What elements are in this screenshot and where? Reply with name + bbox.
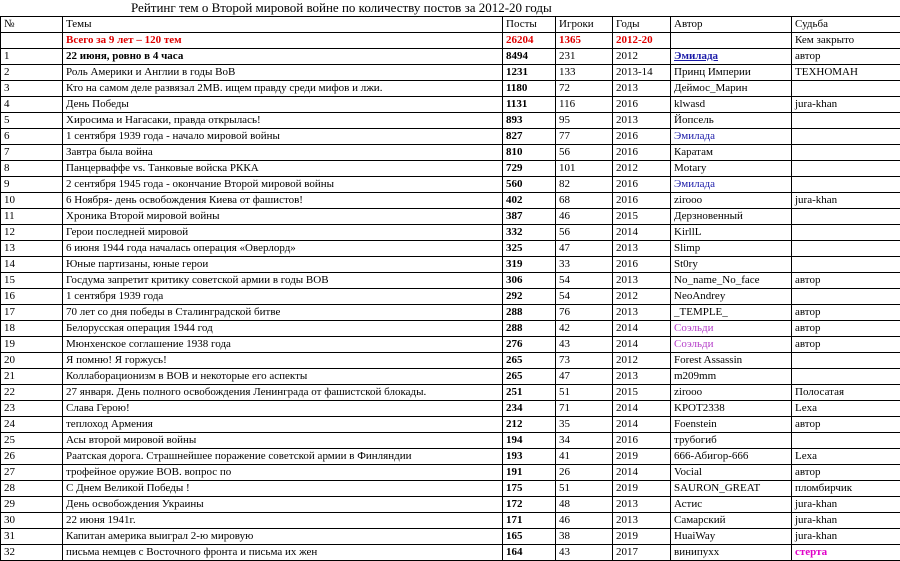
row-year: 2013 xyxy=(613,513,671,529)
row-num: 24 xyxy=(1,417,63,433)
row-fate: jura-khan xyxy=(792,497,900,513)
row-author: zirooo xyxy=(671,385,792,401)
row-players: 51 xyxy=(556,385,613,401)
row-players: 54 xyxy=(556,289,613,305)
row-year: 2015 xyxy=(613,209,671,225)
header-num: № xyxy=(1,17,63,33)
table-row xyxy=(1,433,900,449)
row-year: 2019 xyxy=(613,481,671,497)
row-fate: автор xyxy=(792,273,900,289)
row-posts: 288 xyxy=(503,305,556,321)
row-fate xyxy=(792,241,900,257)
row-fate: TEXHOMAH xyxy=(792,65,900,81)
row-year: 2013 xyxy=(613,369,671,385)
table-row xyxy=(1,81,900,97)
row-year: 2013 xyxy=(613,497,671,513)
header-author: Автор xyxy=(671,17,792,33)
row-posts: 1231 xyxy=(503,65,556,81)
row-posts: 387 xyxy=(503,209,556,225)
row-theme: 1 сентября 1939 года - начало мировой войны xyxy=(63,129,503,145)
row-fate xyxy=(792,209,900,225)
row-theme: Коллаборационизм в ВОВ и некоторые его аспекты xyxy=(63,369,503,385)
table-row xyxy=(1,449,900,465)
row-year: 2016 xyxy=(613,257,671,273)
row-author: Деймос_Марин xyxy=(671,81,792,97)
row-theme: Мюнхенское соглашение 1938 года xyxy=(63,337,503,353)
table-row xyxy=(1,129,900,145)
row-author: Foenstein xyxy=(671,417,792,433)
row-fate: Lexa xyxy=(792,401,900,417)
row-author: Motary xyxy=(671,161,792,177)
row-theme: 70 лет со дня победы в Сталинградской битве xyxy=(63,305,503,321)
row-players: 231 xyxy=(556,49,613,65)
row-year: 2014 xyxy=(613,321,671,337)
row-year: 2015 xyxy=(613,385,671,401)
table-row xyxy=(1,513,900,529)
row-players: 82 xyxy=(556,177,613,193)
row-theme: 1 сентября 1939 года xyxy=(63,289,503,305)
row-players: 46 xyxy=(556,513,613,529)
table-row xyxy=(1,385,900,401)
row-year: 2013 xyxy=(613,113,671,129)
table-row xyxy=(1,257,900,273)
table-row xyxy=(1,305,900,321)
row-players: 68 xyxy=(556,193,613,209)
row-fate: jura-khan xyxy=(792,97,900,113)
row-fate xyxy=(792,257,900,273)
row-theme: 6 июня 1944 года началась операция «Оверлорд» xyxy=(63,241,503,257)
row-author: трубогиб xyxy=(671,433,792,449)
row-theme: письма немцев с Восточного фронта и письма их жен xyxy=(63,545,503,561)
row-players: 42 xyxy=(556,321,613,337)
row-players: 43 xyxy=(556,337,613,353)
row-num: 5 xyxy=(1,113,63,129)
row-fate: стерта xyxy=(792,545,900,561)
row-year: 2019 xyxy=(613,449,671,465)
row-posts: 165 xyxy=(503,529,556,545)
row-fate: jura-khan xyxy=(792,193,900,209)
row-players: 76 xyxy=(556,305,613,321)
row-num: 6 xyxy=(1,129,63,145)
row-fate: автор xyxy=(792,305,900,321)
row-fate: jura-khan xyxy=(792,529,900,545)
row-fate: автор xyxy=(792,321,900,337)
row-players: 51 xyxy=(556,481,613,497)
row-num: 4 xyxy=(1,97,63,113)
row-year: 2012 xyxy=(613,353,671,369)
table-row xyxy=(1,353,900,369)
row-author: винипухх xyxy=(671,545,792,561)
row-fate: автор xyxy=(792,337,900,353)
row-fate xyxy=(792,289,900,305)
row-posts: 265 xyxy=(503,353,556,369)
table-row xyxy=(1,529,900,545)
row-fate: Полосатая xyxy=(792,385,900,401)
row-theme: Слава Герою! xyxy=(63,401,503,417)
row-posts: 194 xyxy=(503,433,556,449)
row-posts: 893 xyxy=(503,113,556,129)
row-players: 47 xyxy=(556,369,613,385)
table-row xyxy=(1,465,900,481)
row-theme: Хиросима и Нагасаки, правда открылась! xyxy=(63,113,503,129)
row-fate: автор xyxy=(792,417,900,433)
table-row xyxy=(1,545,900,561)
row-year: 2016 xyxy=(613,97,671,113)
row-num: 8 xyxy=(1,161,63,177)
row-posts: 191 xyxy=(503,465,556,481)
row-theme: Я помню! Я горжусь! xyxy=(63,353,503,369)
row-theme: 22 июня, ровно в 4 часа xyxy=(63,49,503,65)
row-author: _TEMPLE_ xyxy=(671,305,792,321)
row-theme: Юные партизаны, юные герои xyxy=(63,257,503,273)
row-num: 20 xyxy=(1,353,63,369)
title-text: Рейтинг тем о Второй мировой войне по количеству постов за 2012-20 годы xyxy=(131,0,552,15)
row-posts: 171 xyxy=(503,513,556,529)
row-author: Эмилада xyxy=(671,177,792,193)
row-year: 2012 xyxy=(613,289,671,305)
row-author: Эмилада xyxy=(671,129,792,145)
row-year: 2012 xyxy=(613,49,671,65)
total-author xyxy=(671,33,792,49)
row-num: 32 xyxy=(1,545,63,561)
row-theme: 22 июня 1941г. xyxy=(63,513,503,529)
row-author: klwasd xyxy=(671,97,792,113)
row-players: 133 xyxy=(556,65,613,81)
row-posts: 729 xyxy=(503,161,556,177)
row-posts: 827 xyxy=(503,129,556,145)
row-fate: автор xyxy=(792,49,900,65)
row-num: 1 xyxy=(1,49,63,65)
table-row xyxy=(1,209,900,225)
row-players: 26 xyxy=(556,465,613,481)
table-row xyxy=(1,417,900,433)
row-posts: 164 xyxy=(503,545,556,561)
header-theme: Темы xyxy=(63,17,503,33)
row-year: 2013 xyxy=(613,273,671,289)
row-num: 11 xyxy=(1,209,63,225)
row-players: 47 xyxy=(556,241,613,257)
row-fate xyxy=(792,369,900,385)
table-row xyxy=(1,161,900,177)
row-num: 28 xyxy=(1,481,63,497)
table-row xyxy=(1,321,900,337)
row-players: 56 xyxy=(556,145,613,161)
row-author: Slimp xyxy=(671,241,792,257)
row-theme: 2 сентября 1945 года - окончание Второй мировой войны xyxy=(63,177,503,193)
row-fate xyxy=(792,81,900,97)
row-posts: 332 xyxy=(503,225,556,241)
row-theme: Белорусская операция 1944 год xyxy=(63,321,503,337)
row-num: 23 xyxy=(1,401,63,417)
row-fate xyxy=(792,177,900,193)
row-year: 2014 xyxy=(613,225,671,241)
table-row xyxy=(1,337,900,353)
header-players: Игроки xyxy=(556,17,613,33)
row-theme: трофейное оружие ВОВ. вопрос по xyxy=(63,465,503,481)
row-author: Самарский xyxy=(671,513,792,529)
total-posts: 26204 xyxy=(503,33,556,49)
row-year: 2013 xyxy=(613,81,671,97)
row-num: 7 xyxy=(1,145,63,161)
row-year: 2016 xyxy=(613,433,671,449)
row-author: Принц Империи xyxy=(671,65,792,81)
row-author: Каратам xyxy=(671,145,792,161)
row-fate: Lexa xyxy=(792,449,900,465)
row-author: KirllL xyxy=(671,225,792,241)
row-author: m209mm xyxy=(671,369,792,385)
row-fate: jura-khan xyxy=(792,513,900,529)
row-theme: Раатская дорога. Страшнейшее поражение советской армии в Финляндии xyxy=(63,449,503,465)
row-players: 41 xyxy=(556,449,613,465)
row-theme: Роль Америки и Англии в годы ВоВ xyxy=(63,65,503,81)
row-author: Йопсель xyxy=(671,113,792,129)
row-num: 2 xyxy=(1,65,63,81)
row-posts: 251 xyxy=(503,385,556,401)
row-players: 43 xyxy=(556,545,613,561)
row-posts: 402 xyxy=(503,193,556,209)
row-posts: 172 xyxy=(503,497,556,513)
row-players: 72 xyxy=(556,81,613,97)
row-posts: 292 xyxy=(503,289,556,305)
row-year: 2013 xyxy=(613,305,671,321)
row-year: 2013-14 xyxy=(613,65,671,81)
row-players: 71 xyxy=(556,401,613,417)
table-row xyxy=(1,289,900,305)
total-num xyxy=(1,33,63,49)
row-theme: День Победы xyxy=(63,97,503,113)
row-year: 2014 xyxy=(613,417,671,433)
row-num: 14 xyxy=(1,257,63,273)
row-posts: 193 xyxy=(503,449,556,465)
table-row xyxy=(1,97,900,113)
total-theme: Всего за 9 лет – 120 тем xyxy=(63,33,503,49)
header-years: Годы xyxy=(613,17,671,33)
row-author: No_name_No_face xyxy=(671,273,792,289)
row-theme: Панцерваффе vs. Танковые войска РККА xyxy=(63,161,503,177)
row-author: Forest Assassin xyxy=(671,353,792,369)
row-posts: 265 xyxy=(503,369,556,385)
row-year: 2014 xyxy=(613,465,671,481)
row-author: SAURON_GREAT xyxy=(671,481,792,497)
header-row xyxy=(1,17,900,33)
row-author: HuaiWay xyxy=(671,529,792,545)
table-row xyxy=(1,193,900,209)
row-author: 666-Абигор-666 xyxy=(671,449,792,465)
row-theme: теплоход Армения xyxy=(63,417,503,433)
row-players: 38 xyxy=(556,529,613,545)
row-posts: 1131 xyxy=(503,97,556,113)
row-fate xyxy=(792,161,900,177)
row-posts: 1180 xyxy=(503,81,556,97)
table-row xyxy=(1,401,900,417)
row-theme: Завтра была война xyxy=(63,145,503,161)
row-posts: 306 xyxy=(503,273,556,289)
row-num: 18 xyxy=(1,321,63,337)
row-fate: пломбирчик xyxy=(792,481,900,497)
total-years: 2012-20 xyxy=(613,33,671,49)
row-posts: 288 xyxy=(503,321,556,337)
row-players: 116 xyxy=(556,97,613,113)
row-players: 73 xyxy=(556,353,613,369)
row-num: 15 xyxy=(1,273,63,289)
row-theme: День освобождения Украины xyxy=(63,497,503,513)
row-author: Астис xyxy=(671,497,792,513)
row-year: 2016 xyxy=(613,193,671,209)
row-posts: 810 xyxy=(503,145,556,161)
row-num: 21 xyxy=(1,369,63,385)
row-author: St0ry xyxy=(671,257,792,273)
table-row xyxy=(1,241,900,257)
row-players: 35 xyxy=(556,417,613,433)
row-posts: 234 xyxy=(503,401,556,417)
row-year: 2017 xyxy=(613,545,671,561)
row-theme: 6 Ноября- день освобождения Киева от фашистов! xyxy=(63,193,503,209)
row-players: 54 xyxy=(556,273,613,289)
row-num: 17 xyxy=(1,305,63,321)
row-num: 27 xyxy=(1,465,63,481)
table-row xyxy=(1,497,900,513)
total-fate: Кем закрыто xyxy=(792,33,900,49)
table-row xyxy=(1,481,900,497)
row-theme: Кто на самом деле развязал 2МВ. ищем правду среди мифов и лжи. xyxy=(63,81,503,97)
row-theme: Хроника Второй мировой войны xyxy=(63,209,503,225)
row-year: 2013 xyxy=(613,241,671,257)
row-posts: 560 xyxy=(503,177,556,193)
row-num: 3 xyxy=(1,81,63,97)
row-year: 2014 xyxy=(613,337,671,353)
row-players: 46 xyxy=(556,209,613,225)
row-author: Соэльди xyxy=(671,321,792,337)
table-row xyxy=(1,145,900,161)
table-row xyxy=(1,49,900,65)
row-num: 31 xyxy=(1,529,63,545)
row-players: 95 xyxy=(556,113,613,129)
row-fate xyxy=(792,145,900,161)
table-row xyxy=(1,113,900,129)
row-num: 26 xyxy=(1,449,63,465)
row-fate xyxy=(792,225,900,241)
row-author: NeoAndrey xyxy=(671,289,792,305)
topics-rating-table xyxy=(0,16,900,561)
row-num: 22 xyxy=(1,385,63,401)
row-players: 101 xyxy=(556,161,613,177)
row-theme: Госдума запретит критику советской армии в годы ВОВ xyxy=(63,273,503,289)
row-author: KPOT2338 xyxy=(671,401,792,417)
row-posts: 8494 xyxy=(503,49,556,65)
row-num: 30 xyxy=(1,513,63,529)
row-year: 2019 xyxy=(613,529,671,545)
table-row xyxy=(1,65,900,81)
row-theme: Герои последней мировой xyxy=(63,225,503,241)
table-row xyxy=(1,177,900,193)
row-author: zirooo xyxy=(671,193,792,209)
row-num: 16 xyxy=(1,289,63,305)
row-fate xyxy=(792,433,900,449)
row-players: 34 xyxy=(556,433,613,449)
total-row xyxy=(1,33,900,49)
row-year: 2016 xyxy=(613,145,671,161)
table-row xyxy=(1,273,900,289)
header-posts: Посты xyxy=(503,17,556,33)
row-fate xyxy=(792,129,900,145)
row-author: Vocial xyxy=(671,465,792,481)
row-author: Дерзновенный xyxy=(671,209,792,225)
row-posts: 319 xyxy=(503,257,556,273)
row-players: 56 xyxy=(556,225,613,241)
row-num: 12 xyxy=(1,225,63,241)
row-posts: 212 xyxy=(503,417,556,433)
row-theme: 27 января. День полного освобождения Ленинграда от фашистской блокады. xyxy=(63,385,503,401)
row-fate: автор xyxy=(792,465,900,481)
row-players: 33 xyxy=(556,257,613,273)
row-theme: Капитан америка выиграл 2-ю мировую xyxy=(63,529,503,545)
header-fate: Судьба xyxy=(792,17,900,33)
table-row xyxy=(1,369,900,385)
row-num: 19 xyxy=(1,337,63,353)
row-year: 2012 xyxy=(613,161,671,177)
row-posts: 276 xyxy=(503,337,556,353)
row-theme: С Днем Великой Победы ! xyxy=(63,481,503,497)
row-num: 29 xyxy=(1,497,63,513)
row-num: 25 xyxy=(1,433,63,449)
row-theme: Асы второй мировой войны xyxy=(63,433,503,449)
row-author: Эмилада xyxy=(671,49,792,65)
row-year: 2014 xyxy=(613,401,671,417)
total-players: 1365 xyxy=(556,33,613,49)
row-author: Соэльди xyxy=(671,337,792,353)
row-posts: 175 xyxy=(503,481,556,497)
row-players: 48 xyxy=(556,497,613,513)
row-year: 2016 xyxy=(613,177,671,193)
page-title xyxy=(0,0,900,16)
table-row xyxy=(1,225,900,241)
row-players: 77 xyxy=(556,129,613,145)
row-fate xyxy=(792,113,900,129)
row-posts: 325 xyxy=(503,241,556,257)
row-num: 10 xyxy=(1,193,63,209)
row-year: 2016 xyxy=(613,129,671,145)
row-num: 9 xyxy=(1,177,63,193)
row-fate xyxy=(792,353,900,369)
row-num: 13 xyxy=(1,241,63,257)
